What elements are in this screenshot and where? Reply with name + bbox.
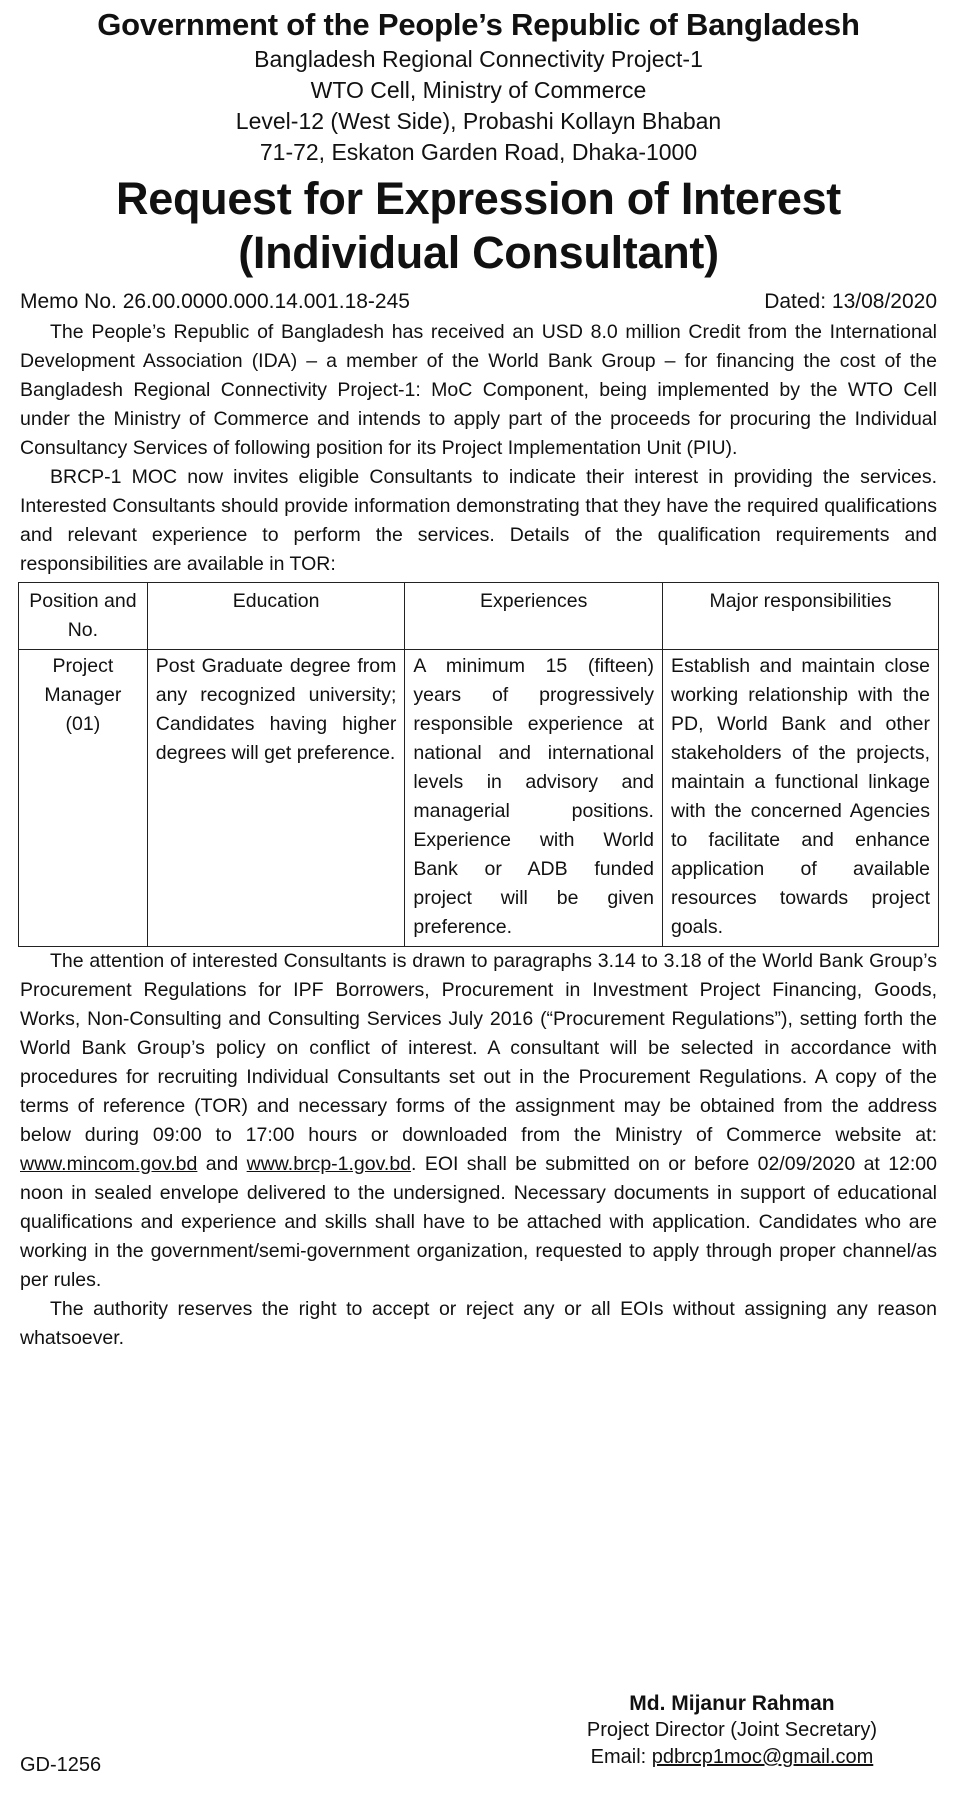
cell-name: WTO Cell, Ministry of Commerce: [310, 77, 647, 103]
email-link[interactable]: pdbrcp1moc@gmail.com: [651, 1746, 874, 1768]
project-name: Bangladesh Regional Connectivity Project-1: [254, 46, 703, 72]
signatory-name: Md. Mijanur Rahman: [629, 1692, 835, 1715]
header-education: Education: [147, 583, 405, 650]
table-header-row: [19, 583, 939, 650]
memo-row: [18, 288, 939, 316]
intro-paragraph-1: The People’s Republic of Bangladesh has received an USD 8.0 million Credit from the International Development Association (IDA) – a member of the World Bank Group – for financing the cost of the Bangladesh Regional Connectivity Project-1: MoC Component, being implemented by the WTO Cell under the Ministry of Commerce and intends to apply part of the proceeds for procuring the Individual Consultancy Services of following position for its Project Implementation Unit (PIU).: [20, 321, 937, 459]
cell-education: Post Graduate degree from any recognized university; Candidates having higher degrees will get preference.: [147, 650, 405, 947]
letterhead: [18, 0, 939, 280]
position-count: (01): [65, 713, 101, 735]
header-responsibilities: Major responsibilities: [662, 583, 938, 650]
header-position: Position and No.: [19, 583, 148, 650]
street-address: 71-72, Eskaton Garden Road, Dhaka-1000: [259, 139, 698, 165]
position-table: [18, 582, 939, 947]
header-experiences: Experiences: [405, 583, 663, 650]
closing-paragraph: The authority reserves the right to accept or reject any or all EOIs without assigning any reason whatsoever.: [20, 1298, 937, 1349]
mincom-link[interactable]: www.mincom.gov.bd: [20, 1153, 198, 1175]
gd-code: GD-1256: [20, 1754, 102, 1776]
government-name: Government of the People’s Republic of Bangladesh: [97, 7, 860, 42]
signatory-designation: Project Director (Joint Secretary): [586, 1719, 877, 1741]
memo-date: Dated: 13/08/2020: [764, 290, 937, 313]
brcp-link[interactable]: www.brcp-1.gov.bd: [246, 1153, 412, 1175]
intro-paragraph-2: BRCP-1 MOC now invites eligible Consultants to indicate their interest in providing the services. Interested Consultants should provide information demonstrating that they have the required qualifications and relevant experience to perform the services. Details of the qualification requirements and responsibilities are available in TOR:: [20, 466, 937, 575]
building-address: Level-12 (West Side), Probashi Kollayn Bhaban: [235, 108, 722, 134]
signature-block: [587, 1690, 877, 1771]
memo-number: Memo No. 26.00.0000.000.14.001.18-245: [20, 290, 410, 313]
signatory-email-line: [587, 1744, 877, 1771]
instructions-text-2: . EOI shall be submitted on or before 02/09/2020 at 12:00 noon in sealed envelope delivered to the undersigned. Necessary documents in support of educational qualifications and experience and skills shall have to be attached with application. Candidates who are working in the government/semi-government organization, requested to apply through proper channel/as per rules.: [20, 1153, 937, 1291]
instructions-paragraph: [18, 947, 939, 1295]
title-line-1: Request for Expression of Interest: [116, 173, 841, 224]
cell-position: [19, 650, 148, 947]
and-text: and: [197, 1153, 247, 1175]
instructions-text-1: The attention of interested Consultants is drawn to paragraphs 3.14 to 3.18 of the World Bank Group’s Procurement Regulations for IPF Borrowers, Procurement in Investment Project Financing, Goods, Works, Non-Consulting and Consulting Services July 2016 (“Procurement Regulations”), setting forth the World Bank Group’s policy on conflict of interest. A consultant will be selected in accordance with procedures for recruiting Individual Consultants set out in the Procurement Regulations. A copy of the terms of reference (TOR) and necessary forms of the assignment may be obtained from the address below during 09:00 to 17:00 hours or downloaded from the Ministry of Commerce website at:: [20, 950, 937, 1146]
position-name: Project Manager: [44, 655, 122, 706]
title-line-2: (Individual Consultant): [238, 227, 719, 278]
cell-responsibilities: Establish and maintain close working relationship with the PD, World Bank and other stakeholders of the projects, maintain a functional linkage with the concerned Agencies to facilitate and enhance application of available resources towards project goals.: [662, 650, 938, 947]
email-label: Email:: [590, 1746, 652, 1768]
table-row: [19, 650, 939, 947]
notice-title: [18, 172, 939, 280]
cell-experience: A minimum 15 (fifteen) years of progressively responsible experience at national and international levels in advisory and managerial positions. Experience with World Bank or ADB funded project will be given preference.: [405, 650, 663, 947]
